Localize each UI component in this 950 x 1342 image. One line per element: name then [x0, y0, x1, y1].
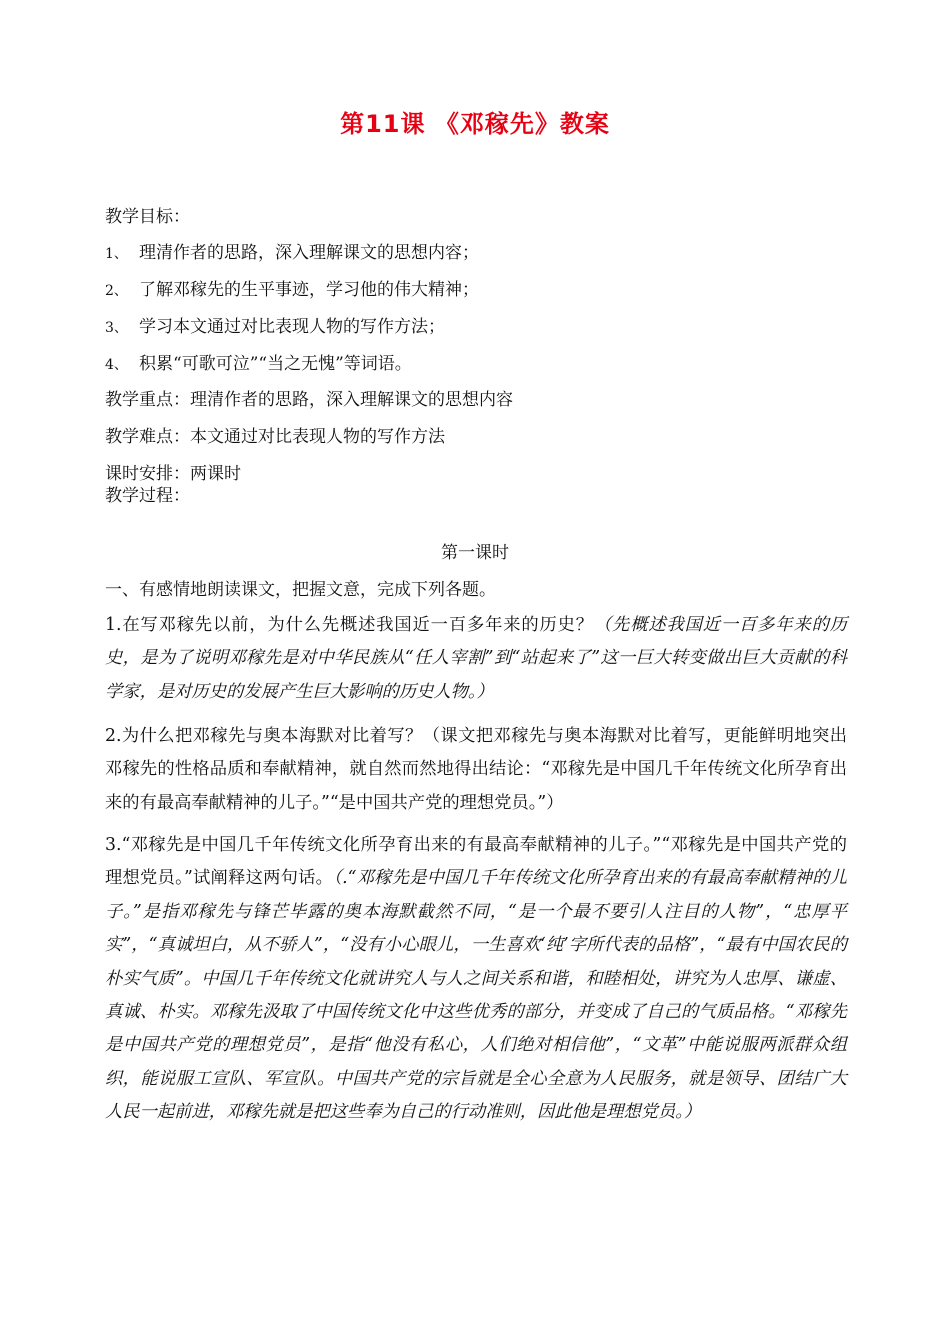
objective-number: 3、 [105, 320, 128, 336]
question-text: 1.在写邓稼先以前，为什么先概述我国近一百多年来的历史？ [105, 615, 594, 635]
key-point: 教学重点：理清作者的思路，深入理解课文的思想内容 [105, 390, 513, 410]
objective-number: 4、 [105, 357, 128, 373]
page-title: 第11课 《邓稼先》教案 [340, 110, 610, 138]
objective-item [105, 242, 850, 265]
lesson-heading: 第一课时 [441, 543, 509, 563]
answer-text: （先概述我国近一百多年来的历史，是为了说明邓稼先是对中华民族从“任人宰割”到“站起来了”这一巨大转变做出巨大贡献的科学家，是对历史的发展产生巨大影响的历史人物。） [105, 615, 847, 702]
question-text: 2.为什么把邓稼先与奥本海默对比着写？ [105, 726, 423, 746]
section-heading: 一、有感情地朗读课文，把握文意，完成下列各题。 [105, 580, 496, 600]
question-text: 3.“邓稼先是中国几千年传统文化所孕育出来的有最高奉献精神的儿子。”“邓稼先是中国共产党的理想党员。”试阐释这两句话。 [105, 835, 847, 889]
question-2 [105, 720, 847, 820]
question-1 [105, 609, 847, 709]
objective-item [105, 353, 850, 376]
answer-text: （课文把邓稼先与奥本海默对比着写，更能鲜明地突出邓稼先的性格品质和奉献精神，就自然而然地得出结论：“邓稼先是中国几千年传统文化所孕育出来的有最高奉献精神的儿子。”“是中国共产党的理想党员。”） [105, 726, 847, 813]
objective-text: 学习本文通过对比表现人物的写作方法； [139, 317, 445, 337]
objective-item [105, 316, 850, 339]
difficulty: 教学难点：本文通过对比表现人物的写作方法 [105, 427, 445, 447]
objective-number: 2、 [105, 283, 128, 299]
objective-item [105, 279, 850, 302]
objective-text: 积累“可歌可泣”“当之无愧”等词语。 [139, 354, 412, 374]
objective-text: 理清作者的思路，深入理解课文的思想内容； [139, 243, 479, 263]
process-heading: 教学过程： [105, 486, 190, 506]
objectives-heading: 教学目标： [105, 207, 190, 227]
objective-text: 了解邓稼先的生平事迹，学习他的伟大精神； [139, 280, 479, 300]
answer-text: （.“邓稼先是中国几千年传统文化所孕育出来的有最高奉献精神的儿子。”是指邓稼先与锋芒毕露的奥本海默截然不同，“是一个最不要引人注目的人物”，“忠厚平实”，“真诚坦白，从不骄人”，“没有小心眼儿，一生喜欢‘纯’字所代表的品格”，“最有中国农民的朴实气质”。中国几千年传统文化就讲究人与人之间关系和谐，和睦相处，讲究为人忠厚、谦虚、真诚、朴实。邓稼先汲取了中国传统文化中这些优秀的部分，并变成了自己的气质品格。“邓稼先是中国共产党的理想党员”，是指“他没有私心，人们绝对相信他”，“文革”中能说服两派群众组织，能说服工宣队、军宣队。中国共产党的宗旨就是全心全意为人民服务，就是领导、团结广大人民一起前进，邓稼先就是把这些奉为自己的行动准则，因此他是理想党员。） [105, 868, 847, 1123]
objective-number: 1、 [105, 246, 128, 262]
schedule: 课时安排：两课时 [105, 464, 241, 484]
question-3 [105, 829, 847, 1130]
